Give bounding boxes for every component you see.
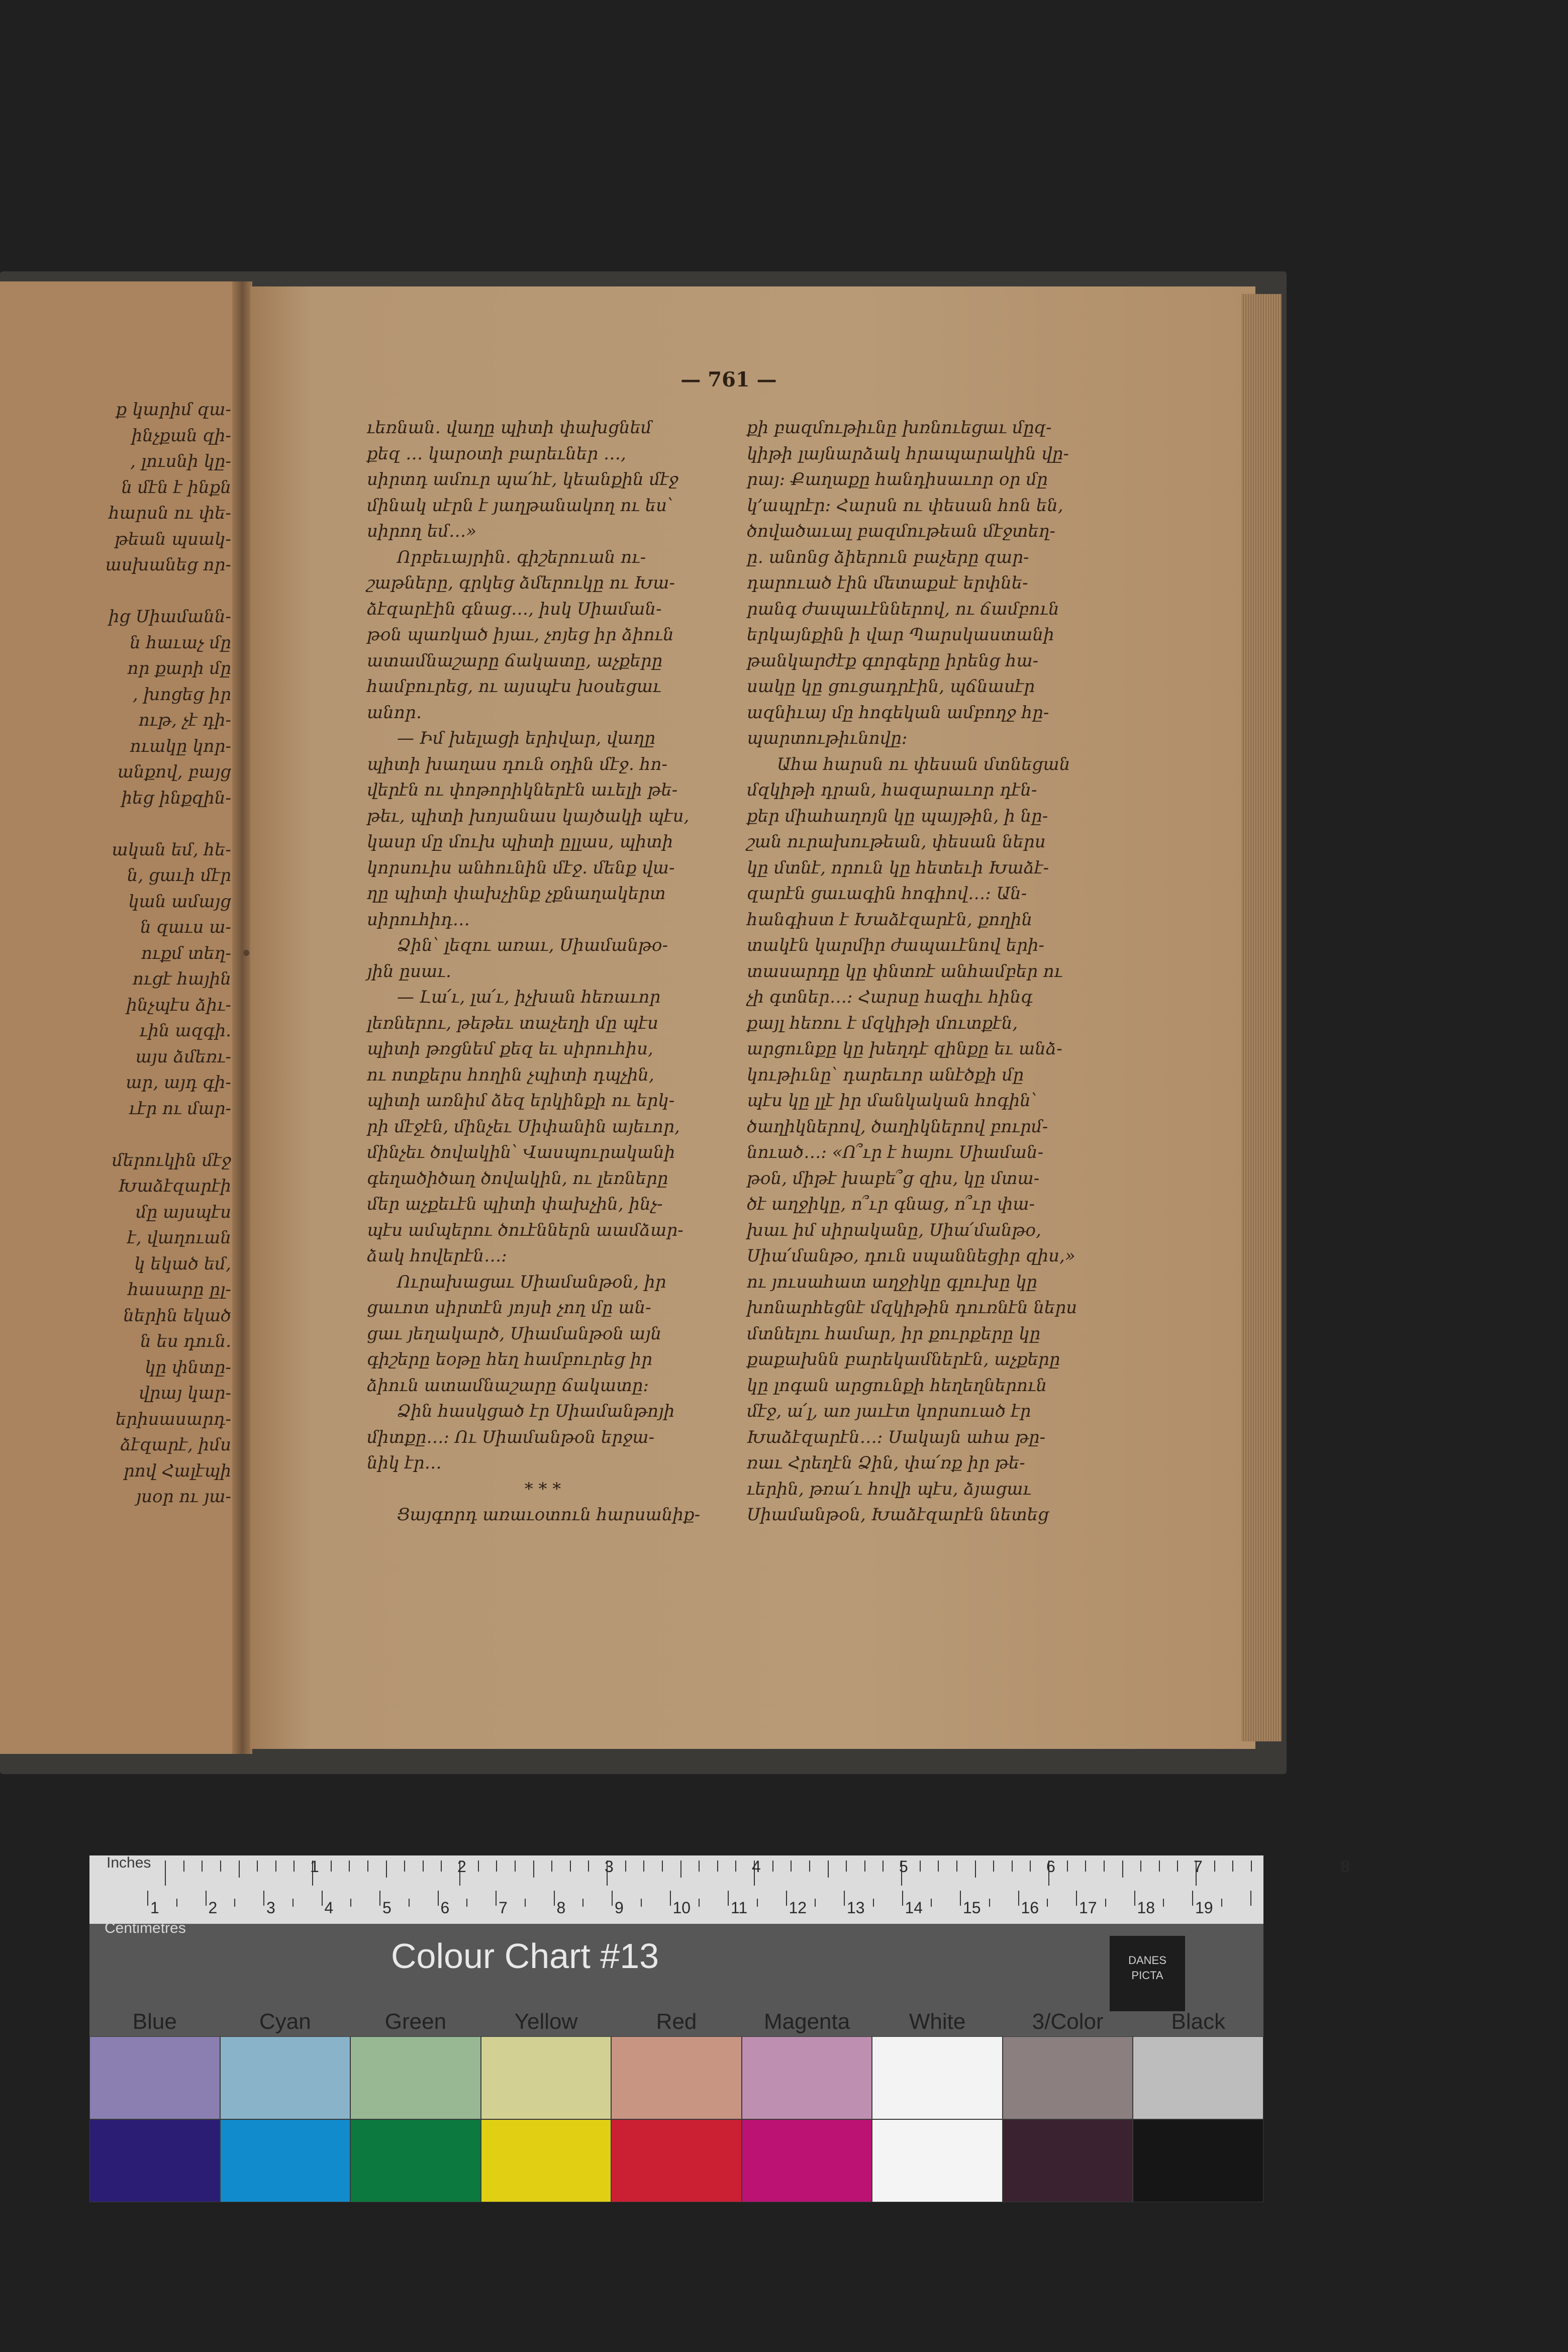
cm-tick (902, 1891, 903, 1906)
text-line: ու ոտքերս հողին չպիտի դպչին, (367, 1064, 654, 1085)
cm-tick (554, 1891, 555, 1906)
text-line: կը լոգան արցունքի հեղեղներուն (747, 1375, 1047, 1396)
colour-patch-bottom (611, 2119, 742, 2202)
cm-tick (263, 1891, 264, 1906)
text-line: ձիուն ատամնաշարը ճակատը։ (367, 1375, 649, 1396)
patch-label: Red (656, 2009, 697, 2034)
text-line: միտքը․․․։ Ու Սիամանթօն երջա- (367, 1427, 655, 1447)
text-line: մէջ, ա՛լ, առ յաւէտ կորսուած էր (747, 1401, 1031, 1421)
inch-tick (883, 1860, 884, 1872)
cm-number: 3 (266, 1899, 275, 1917)
text-line: նիկ էր․․․ (367, 1453, 442, 1473)
cm-number: 11 (731, 1899, 748, 1917)
text-line: գիշերը եօթը հեղ համբուրեց իր (367, 1349, 652, 1369)
inch-tick (404, 1860, 405, 1872)
left-page-line: կ եկած եմ, (134, 1253, 231, 1274)
text-line: դարուած էին մետաքսէ երփնե- (747, 573, 1028, 593)
left-page-line: ութ, չէ դի- (138, 710, 231, 730)
cm-tick (960, 1891, 961, 1906)
text-line: տակէն կարմիր ժապաւէնով երի- (747, 935, 1044, 955)
cm-number: 18 (1137, 1899, 1155, 1917)
text-line: կ՚ապրէր։ Հարսն ու փեսան հոն են, (747, 495, 1063, 516)
text-line: մինակ սէրն է յաղթանակող ու ես՝ (367, 495, 673, 516)
cm-tick (1018, 1891, 1019, 1906)
cm-tick (931, 1899, 932, 1907)
left-page-line: ն հաւաչ մը (130, 632, 231, 653)
text-line: ազնիւայ մը հոգեկան ամբողջ հը- (747, 702, 1049, 723)
page-number: — 761 — (680, 368, 777, 391)
patch-label: Cyan (259, 2009, 311, 2034)
left-page-line: իեց ինքզին- (121, 788, 231, 808)
colour-patch-bottom (89, 2119, 220, 2202)
cm-tick (147, 1891, 148, 1906)
left-page-line (0, 1122, 231, 1148)
text-line: կիթի լայնարձակ հրապարակին վը- (747, 443, 1069, 464)
left-page-line: ք կարիմ զա- (116, 400, 231, 420)
left-page-line: ն զաւս ա- (140, 917, 231, 937)
inch-tick (423, 1860, 424, 1872)
colour-patches (89, 2036, 1263, 2202)
text-line: Ցայգորդ առաւօտուն հարսանիք- (397, 1505, 701, 1525)
cm-tick (728, 1891, 729, 1906)
left-page-line: ական եմ, հե- (112, 839, 231, 860)
colour-patch-top (89, 2036, 220, 2119)
text-line: թանկարժէք գորգերը իրենց հա- (747, 650, 1039, 671)
patch-label: Black (1171, 2009, 1226, 2034)
text-line: ւերին, թռա՛ւ հովի պէս, ձյացաւ (747, 1479, 1032, 1499)
inch-tick (367, 1860, 368, 1872)
colour-patch-bottom (1003, 2119, 1133, 2202)
left-page-line: թեան պսակ- (115, 529, 231, 549)
text-line: լեռներու, թեթեւ տաչեղի մը պէս (367, 1013, 658, 1033)
inch-tick (1104, 1860, 1105, 1872)
cm-tick (699, 1899, 700, 1907)
inch-tick (349, 1860, 350, 1872)
text-line: Ձին հասկցած էր Սիամանթոյի (397, 1401, 675, 1421)
inch-tick (331, 1860, 332, 1872)
cm-tick (206, 1891, 207, 1906)
cm-tick (379, 1891, 380, 1906)
inch-tick (1085, 1860, 1086, 1872)
inches-label: Inches (107, 1854, 151, 1871)
text-line: թեւ, պիտի խոյանաս կայծակի պէս, (367, 806, 690, 826)
cm-tick (612, 1891, 613, 1906)
cm-tick (409, 1899, 410, 1907)
logo-line-1: DANES (1128, 1954, 1166, 1967)
text-line: խոնարհեցնէ մզկիթին դուռնէն ներս (747, 1298, 1077, 1318)
inch-tick (1232, 1860, 1233, 1872)
inch-tick (699, 1860, 700, 1872)
left-page-line: րով Հալէպի (123, 1460, 231, 1481)
inch-tick (515, 1860, 516, 1872)
book-gutter (232, 281, 252, 1754)
cm-tick (582, 1899, 583, 1907)
text-line: Խաձէզարէն․․․։ Սակայն ահա թը- (747, 1427, 1046, 1447)
cm-tick (438, 1891, 439, 1906)
text-line: րայ։ Քաղաքը հանդիսաւոր օր մը (747, 469, 1048, 489)
inch-number: 7 (1194, 1857, 1203, 1876)
inch-tick (920, 1860, 921, 1872)
cm-tick (815, 1899, 816, 1907)
text-line: մեր աչքեւէն պիտի փախչին, ինչ- (367, 1194, 663, 1214)
cm-tick (844, 1891, 845, 1906)
inch-tick (643, 1860, 644, 1872)
left-page-line: այս ձմեռւ- (135, 1046, 231, 1067)
patch-label: 3/Color (1032, 2009, 1104, 2034)
cm-tick (496, 1891, 497, 1906)
text-line: ծէ աղջիկը, ո՞ւր գնաց, ո՞ւր փա- (747, 1194, 1035, 1214)
inch-tick (975, 1860, 976, 1878)
inch-tick (1251, 1860, 1252, 1872)
cm-number: 1 (150, 1899, 159, 1917)
colour-patch-bottom (742, 2119, 872, 2202)
inch-tick (293, 1860, 295, 1872)
logo-line-2: PICTA (1131, 1969, 1163, 1982)
inch-number: 8 (1341, 1857, 1350, 1876)
text-line: անոր․ (367, 702, 422, 723)
binding-hole (243, 950, 249, 956)
left-page-line: , խոցեց իր (132, 684, 231, 705)
centimetres-label: Centimetres (105, 1920, 186, 1936)
left-page-line: Խաձէզարէի (118, 1176, 231, 1196)
inch-tick (441, 1860, 442, 1872)
inch-tick (772, 1860, 773, 1872)
text-line: Որբեւայրին․ գիշերուան ու- (397, 547, 646, 567)
text-line: րի մէջէն, մինչեւ Սիփանին այեւոր, (367, 1116, 680, 1137)
inch-tick (956, 1860, 957, 1872)
inch-tick (570, 1860, 571, 1872)
cm-number: 7 (499, 1899, 508, 1917)
cm-number: 13 (847, 1899, 865, 1917)
cm-tick (322, 1891, 323, 1906)
colour-patch-bottom (481, 2119, 612, 2202)
inch-tick (809, 1860, 810, 1872)
cm-number: 4 (324, 1899, 334, 1917)
text-line: շան ուրախութեան, փեսան ներս (747, 832, 1046, 852)
text-line: վերէն ու փոթորիկներէն աւելի թե- (367, 780, 678, 800)
inch-tick (1030, 1860, 1031, 1872)
left-page-line: ինչպէս ձիւ- (126, 995, 231, 1015)
text-line: ծաղիկներով, ծաղիկներով բուրմ- (747, 1116, 1048, 1137)
left-page-line: ից Սիամանն- (108, 607, 231, 627)
text-line: հանգիստ է Խաձէզարէն, քողին (747, 909, 1033, 930)
text-line: մինչեւ ծովակին՝ Վասպուրականի (367, 1142, 675, 1162)
cm-tick (176, 1899, 177, 1907)
text-line: քի բազմութիւնը խռնուեցաւ մըզ- (747, 418, 1052, 438)
left-page-line: ներին եկած (123, 1305, 231, 1326)
cm-number: 6 (440, 1899, 450, 1917)
inch-tick (1214, 1860, 1215, 1872)
cm-number: 5 (382, 1899, 391, 1917)
patch-label: Magenta (763, 2009, 850, 2034)
text-line: ցաւոտ սիրտէն յոյսի չող մը ան- (367, 1298, 651, 1318)
text-line: սիրող եմ․․․» (367, 521, 477, 541)
text-line: թօն պառկած իյաւ, չոյեց իր ձիուն (367, 625, 674, 645)
cm-tick (1105, 1899, 1106, 1907)
text-column-left (367, 415, 719, 1528)
inch-number: 3 (605, 1857, 614, 1876)
cm-tick (1221, 1899, 1222, 1907)
text-line: Ձին՝ լեզու առաւ, Սիամանթօ- (397, 935, 668, 955)
text-line: մզկիթի դրան, հազարաւոր դէն- (747, 780, 1037, 800)
text-line: խաւ իմ սիրականը, Սիա՛մանթօ, (747, 1220, 1041, 1240)
text-line: Ուրախացաւ Սիամանթօն, իր (397, 1271, 666, 1292)
page-edges (1241, 294, 1282, 1741)
left-page-line: ուցէ հային (132, 969, 231, 989)
inch-tick (165, 1860, 166, 1886)
inch-tick (220, 1860, 221, 1872)
cm-tick (873, 1899, 874, 1907)
cm-tick (757, 1899, 758, 1907)
inch-tick (864, 1860, 865, 1872)
left-page-line: կը փնտը- (145, 1357, 231, 1378)
cm-tick (1134, 1891, 1135, 1906)
inch-tick (1140, 1860, 1141, 1872)
inch-tick (202, 1860, 203, 1872)
text-line: մտնելու համար, իր քուրքերը կը (747, 1323, 1041, 1344)
inch-tick (1067, 1860, 1068, 1872)
colour-patch-bottom (220, 2119, 351, 2202)
chart-title: Colour Chart #13 (391, 1936, 659, 1976)
left-page-line (0, 578, 231, 605)
cm-number: 12 (789, 1899, 807, 1917)
cm-tick (670, 1891, 671, 1906)
left-page-line: ւէր ու մար- (129, 1098, 231, 1119)
cm-tick (234, 1899, 235, 1907)
colour-patch-bottom (350, 2119, 481, 2202)
patch-label: White (909, 2009, 966, 2034)
cm-number: 14 (905, 1899, 923, 1917)
colour-chart (89, 1854, 1350, 2202)
inch-tick (625, 1860, 626, 1872)
left-page-line: ար, այդ գի- (126, 1072, 231, 1093)
text-line: ւեռնան․ վաղը պիտի փախցնեմ (367, 418, 652, 438)
left-page-line: ուքմ տեղ- (141, 943, 231, 963)
left-page-line: որ քարի մը (127, 658, 231, 678)
left-page-line: ւին ազգի. (139, 1021, 231, 1041)
patch-label: Green (384, 2009, 447, 2034)
text-line: քայլ հեռու է մզկիթի մուտքէն, (747, 1013, 1018, 1033)
left-page-line: յսօր ու յա- (136, 1487, 231, 1507)
inch-tick (478, 1860, 479, 1872)
text-line: ձէզարէին գնաց․․․, իսկ Սիաման- (367, 599, 662, 619)
text-line: քեզ ․․․ կարօտի բարեւներ ․․․, (367, 443, 626, 464)
inch-tick (275, 1860, 276, 1872)
text-line: արցունքը կը խեղդէ զինքը եւ անձ- (747, 1039, 1062, 1059)
text-line: ղը պիտի փախչինք չքնաղակերտ (367, 884, 666, 904)
text-line: ը․ անոնց ձիերուն բաչերը զար- (747, 547, 1029, 567)
cm-tick (350, 1899, 351, 1907)
inch-tick (735, 1860, 736, 1872)
inch-number: 5 (899, 1857, 908, 1876)
text-line: նուած․․․։ «Ո՞ւր է հայու Սիաման- (747, 1142, 1044, 1162)
colour-patch-top (350, 2036, 481, 2119)
text-line: Սիա՛մանթօ, դուն սպաննեցիր զիս,» (747, 1246, 1075, 1266)
text-line: քաքախնն բարեկամներէն, աչքերը (747, 1349, 1060, 1369)
inch-tick (588, 1860, 589, 1872)
text-line: պէս ամպերու ծուէններն աամձար- (367, 1220, 683, 1240)
text-line: պիտի թռցնեմ քեզ եւ սիրուհիս, (367, 1039, 653, 1059)
cm-tick (989, 1899, 990, 1907)
cm-number: 10 (672, 1899, 691, 1917)
text-line: սակը կը ցուցադրէին, պճնասէր (747, 676, 1035, 697)
colour-patch-top (1003, 2036, 1133, 2119)
colour-patch-top (481, 2036, 612, 2119)
cm-number: 15 (963, 1899, 981, 1917)
cm-tick (466, 1899, 467, 1907)
cm-number: 19 (1195, 1899, 1213, 1917)
section-break: * * * (524, 1479, 561, 1499)
text-line: տասարդը կը փնտռէ անհամբեր ու (747, 961, 1063, 982)
left-page-line: ն, ցաւի մէր (127, 865, 231, 886)
inch-tick (938, 1860, 939, 1872)
patch-label: Yellow (514, 2009, 578, 2034)
cm-tick (786, 1891, 787, 1906)
inch-tick (662, 1860, 663, 1872)
inch-tick (993, 1860, 994, 1872)
cm-tick (525, 1899, 526, 1907)
cm-number: 8 (556, 1899, 566, 1917)
inch-tick (257, 1860, 258, 1872)
text-line: սիրուհիդ․․․ (367, 909, 470, 930)
cm-number: 2 (208, 1899, 218, 1917)
left-page-line: ն մէն է ինքն (121, 477, 231, 498)
left-page-text (0, 397, 231, 1510)
inch-tick (1122, 1860, 1123, 1878)
inch-number: 1 (310, 1857, 319, 1876)
text-line: կութիւնը՝ դարեւոր անէծքի մը (747, 1064, 1024, 1085)
text-line: — Լա՛ւ, լա՛ւ, իչխան հեռաւոր (397, 987, 661, 1007)
inch-tick (386, 1860, 387, 1878)
cm-tick (1250, 1891, 1251, 1906)
left-page-line: հարսն ու փե- (109, 503, 231, 523)
left-page-line: կան ամայց (128, 891, 231, 912)
cm-number: 16 (1021, 1899, 1039, 1917)
inch-tick (1159, 1860, 1160, 1872)
text-line: չի գտներ․․․։ Հարսը հազիւ հինգ (747, 987, 1033, 1007)
text-line: Սիամանթօն, Խաձէզարէն նետեց (747, 1505, 1049, 1525)
text-line: ձակ հովերէն․․․։ (367, 1246, 507, 1266)
text-line: ու յուսահատ աղջիկը գլուխը կը (747, 1271, 1038, 1292)
text-line: կորսուիս անհունին մէջ․ մենք վա- (367, 857, 675, 878)
text-line: ատամնաշարը ճակատը, աչքերը (367, 650, 663, 671)
inch-tick (496, 1860, 497, 1872)
text-line: զարէն ցաւագին հոգիով․․․։ Ան- (747, 884, 1027, 904)
text-line: — Իմ խելացի երիվար, վաղը (397, 728, 655, 748)
text-line: գեղածիծաղ ծովակին, ու լեռները (367, 1168, 668, 1189)
left-page-line: անքով, բայց (117, 762, 231, 782)
left-page-line: մը այսպէս (135, 1202, 231, 1222)
cm-tick (292, 1899, 293, 1907)
text-line: շաթները, գրկեց ձմերուկը ու Խա- (367, 573, 675, 593)
left-page-line: ձէզարէ, իմս (120, 1435, 231, 1455)
cm-tick (1076, 1891, 1077, 1906)
cm-tick (1047, 1899, 1048, 1907)
inch-tick (846, 1860, 847, 1872)
text-line: երկայնքին ի վար Պարսկաստանի (747, 625, 1054, 645)
text-line: կը մտնէ, որուն կը հետեւի Խաձէ- (747, 857, 1049, 878)
text-line: ծովածաւալ բազմութեան մէջտեղ- (747, 521, 1055, 541)
left-page-line (0, 811, 231, 837)
left-page-line: վրայ կար- (139, 1383, 231, 1403)
colour-patch-bottom (872, 2119, 1003, 2202)
inch-number: 6 (1046, 1857, 1055, 1876)
inch-tick (1012, 1860, 1013, 1872)
colour-patch-top (1133, 2036, 1263, 2119)
inch-tick (717, 1860, 718, 1872)
text-line: կասր մը մուխ պիտի ըլլաս, պիտի (367, 832, 673, 852)
text-line: թօն, միթէ խաբե՞ց զիս, կը մտա- (747, 1168, 1040, 1189)
text-line: ցաւ յեղակարծ, Սիամանթօն այն (367, 1323, 662, 1344)
left-page-line: հասարը ըլ- (128, 1280, 231, 1300)
cm-number: 9 (615, 1899, 624, 1917)
left-page-line: , լուսնի կը- (130, 451, 231, 471)
danes-picta-logo (1110, 1936, 1185, 2011)
inch-tick (183, 1860, 184, 1872)
colour-patch-top (742, 2036, 872, 2119)
text-column-right (747, 415, 1099, 1528)
colour-patch-bottom (1133, 2119, 1263, 2202)
colour-patch-top (611, 2036, 742, 2119)
left-page-line: ուակը կոր- (130, 736, 231, 756)
colour-patch-top (220, 2036, 351, 2119)
inch-tick (1177, 1860, 1178, 1872)
text-line: պիտի առնիմ ձեզ երկինքի ու երկ- (367, 1091, 675, 1111)
patch-labels (89, 2009, 1263, 2039)
inch-number: 4 (752, 1857, 761, 1876)
text-line: պիտի խաղաս դուն օդին մէջ․ հո- (367, 754, 668, 774)
left-page-line: մերուկին մէջ (112, 1150, 231, 1170)
inch-tick (551, 1860, 552, 1872)
text-line: համբուրեց, ու այսպէս խօսեցաւ (367, 676, 661, 697)
inch-tick (239, 1860, 240, 1878)
patch-label: Blue (132, 2009, 177, 2034)
inch-tick (791, 1860, 792, 1872)
left-page-line: ինչքան զի- (131, 425, 231, 446)
cm-tick (641, 1899, 642, 1907)
text-line: սիրտդ ամուր պա՛հէ, կեանքին մէջ (367, 469, 678, 489)
text-line: Ահա հարսն ու փեսան մտնեցան (777, 754, 1070, 774)
inch-tick (533, 1860, 534, 1878)
inch-tick (828, 1860, 829, 1878)
inch-tick (680, 1860, 681, 1878)
ruler (89, 1854, 1350, 1924)
text-line: յին ըսաւ․ (367, 961, 452, 982)
text-line: ռաւ Հրեղէն Ձին, փա՛ռք իր թե- (747, 1453, 1025, 1473)
cm-number: 17 (1079, 1899, 1097, 1917)
text-line: պէս կը լլէ իր մանկական հոգին՝ (747, 1091, 1037, 1111)
text-line: պարտութիւնովը։ (747, 728, 908, 748)
text-line: քեր միահաղոյն կը պայթին, ի նը- (747, 806, 1048, 826)
cm-tick (1163, 1899, 1164, 1907)
left-page-line: է, վաղուան (127, 1228, 231, 1248)
left-page-line: ասխանեց որ- (105, 555, 231, 575)
text-line: րանգ ժապաւէններով, ու ճամբուն (747, 599, 1059, 619)
inch-number: 2 (457, 1857, 466, 1876)
left-page-line: ն ես դուն. (140, 1331, 231, 1351)
left-page-line: երիսասարդ- (115, 1409, 231, 1429)
colour-patch-top (872, 2036, 1003, 2119)
cm-tick (1192, 1891, 1193, 1906)
